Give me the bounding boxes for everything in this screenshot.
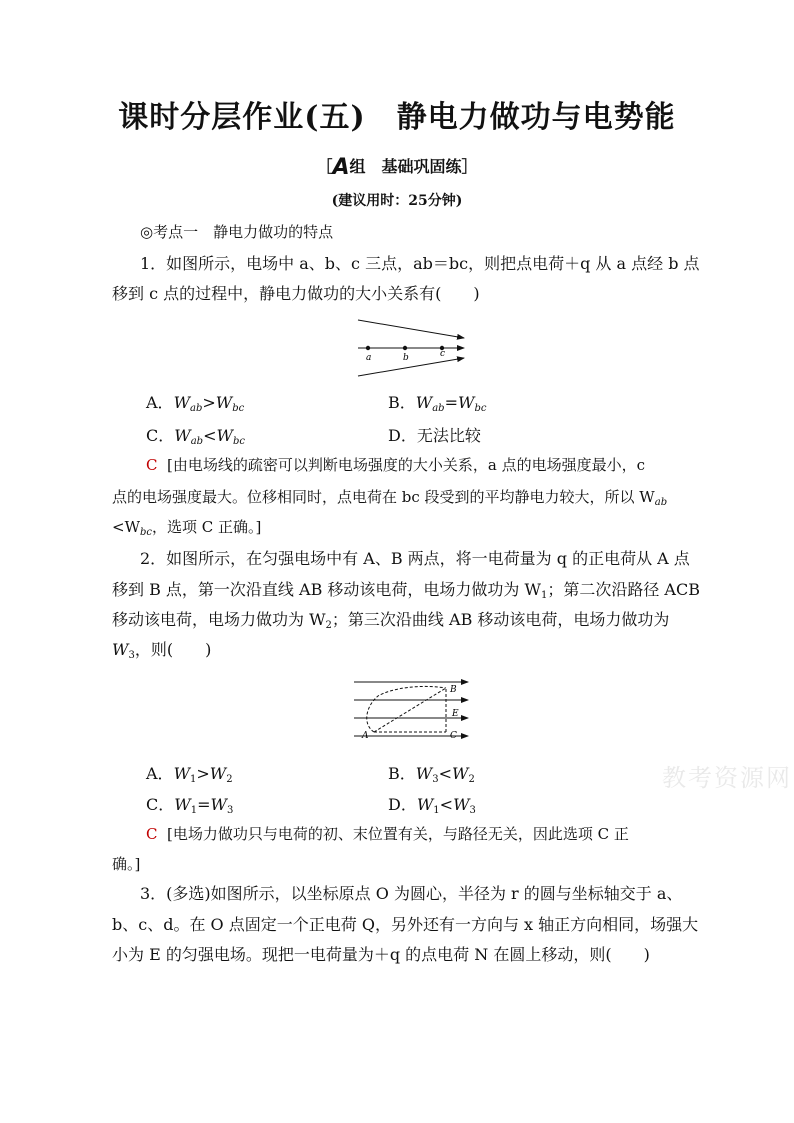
label-a: a [366,353,372,363]
label-C: C [450,731,457,741]
label-E: E [452,709,459,719]
q2-explanation-line1: C [电场力做功只与电荷的初、末位置有关，与路径无关，因此选项 C 正 [146,825,629,843]
q3-line3: 小为 E 的匀强电场。现把一电荷量为＋q 的点电荷 N 在圆上移动，则( ) [112,945,650,964]
field-line-top [358,320,464,338]
q1-option-a: A．$W_{ab}>W_{bc}$ [146,393,245,414]
point-a [366,346,370,350]
label-b: b [403,353,409,363]
q1-option-d: D．无法比较 [388,426,481,445]
page-title: 课时分层作业(五) 静电力做功与电势能 [118,100,676,135]
q1-option-c: C．$W_{ab}<W_{bc}$ [146,426,245,447]
group-heading [0,154,794,180]
field-line-bottom [358,358,464,376]
point-b [403,346,407,350]
group-letter: A [332,155,350,180]
bracket-close: ］ [461,157,478,176]
q1-line2: 移到 c 点的过程中，静电力做功的大小关系有( ) [112,284,480,303]
q2-uniform-field-figure [352,676,472,744]
path-curve-ab [367,686,446,732]
q2-line3: 移动该电荷，电场力做功为 $W_2$；第三次沿曲线 AB 移动该电荷，电场力做功为 [112,610,670,631]
bracket-open: ［ [316,157,333,176]
q2-line4: $W_3$，则( ) [112,640,212,661]
q2-explanation-line2: 确。] [112,855,141,873]
label-A: A [362,731,369,741]
q1-explanation-line2: 点的电场强度最大。位移相同时，点电荷在 bc 段受到的平均静电力较大，所以 $W_{ab}$ [112,488,668,508]
q1-explanation-line3: $<W_{bc}$，选项 C 正确。] [112,518,262,538]
q2-line1: 2．如图所示，在匀强电场中有 A、B 两点，将一电荷量为 q 的正电荷从 A 点 [140,549,690,568]
time-hint: (建议用时：25分钟) [331,193,463,209]
watermark: 教考资源网 [662,764,792,792]
q1-line1: 1．如图所示，电场中 a、b、c 三点，ab＝bc，则把点电荷＋q 从 a 点经 b 点 [140,254,700,273]
q2-option-a: A．$W_1>W_2$ [146,764,233,785]
q2-option-c: C．$W_1=W_3$ [146,795,234,816]
q2-line2: 移到 B 点，第一次沿直线 AB 移动该电荷，电场力做功为 $W_1$；第二次沿路径 ACB [112,580,700,601]
q2-answer: C [146,825,158,843]
q2-option-b: B．$W_3<W_2$ [388,764,475,785]
path-straight-ab [374,688,446,732]
q1-explanation-line1: C [由电场线的疏密可以判断电场强度的大小关系，a 点的电场强度最小，c [146,456,645,474]
section-heading: ◎考点一 静电力做功的特点 [140,223,334,241]
q3-line2: b、c、d。在 O 点固定一个正电荷 Q，另外还有一方向与 x 轴正方向相同，场强大 [112,915,699,934]
q1-answer: C [146,456,158,474]
label-c: c [440,349,446,359]
q3-line1: 3．(多选)如图所示，以坐标原点 O 为圆心，半径为 r 的圆与坐标轴交于 a、 [140,884,683,903]
q1-field-figure [356,318,472,378]
label-B: B [450,685,457,695]
group-label: 组 基础巩固练 [349,157,462,176]
q2-option-d: D．$W_1<W_3$ [388,795,476,816]
q1-option-b: B．$W_{ab}=W_{bc}$ [388,393,487,414]
